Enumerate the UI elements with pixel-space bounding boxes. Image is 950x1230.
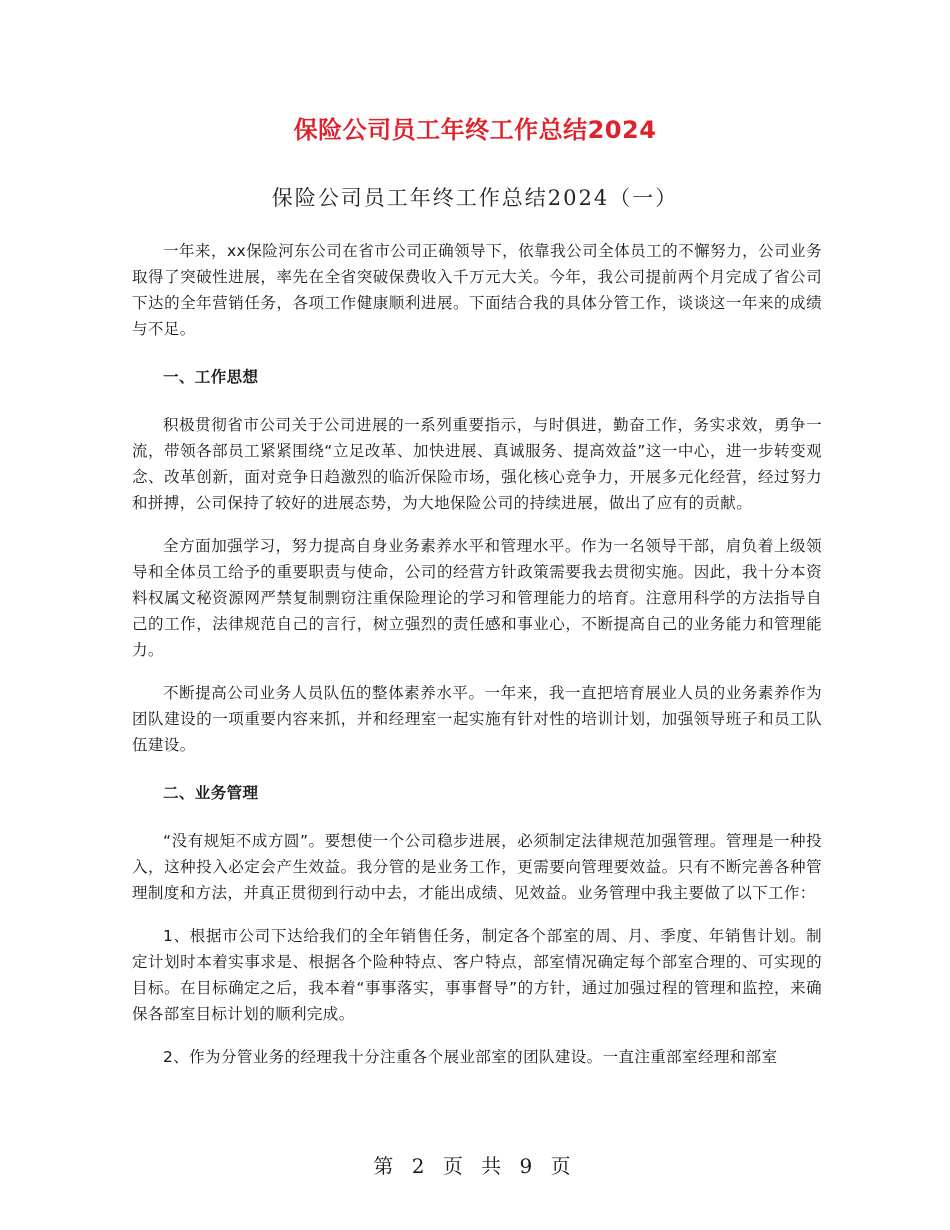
section-heading-business-management: 二、业务管理 [163, 784, 259, 802]
paragraph-implement-instructions: 积极贯彻省市公司关于公司进展的一系列重要指示，与时俱进，勤奋工作，务实求效，勇争一流，带领各部员工紧紧围绕“立足改革、加快进展、真诚服务、提高效益”这一中心，进一步转变观念、改革创新，面对竞争日趋激烈的临沂保险市场，强化核心竞争力，开展多元化经营，经过努力和拼搏，公司保持了较好的进展态势，为大地保险公司的持续进展，做出了应有的贡献。 [132, 416, 822, 512]
paragraph-rules: “没有规矩不成方圆”。要想使一个公司稳步进展，必须制定法律规范加强管理。管理是一种投入，这种投入必定会产生效益。我分管的是业务工作，更需要向管理要效益。只有不断完善各种管理制度和方法，并真正贯彻到行动中去，才能出成绩、见效益。业务管理中我主要做了以下工作： [132, 832, 822, 902]
section-heading-work-thought: 一、工作思想 [163, 368, 259, 386]
paragraph-item-1: 1、根据市公司下达给我们的全年销售任务，制定各个部室的周、月、季度、年销售计划。制定计划时本着实事求是、根据各个险种特点、客户特点，部室情况确定每个部室合理的、可实现的目标。在目标确定之后，我本着“事事落实，事事督导”的方针，通过加强过程的管理和监控，来确保各部室目标计划的顺利完成。 [132, 927, 822, 1023]
page-number-footer: 第 2 页 共 9 页 [373, 1154, 577, 1178]
document-subtitle: 保险公司员工年终工作总结2024（一） [271, 186, 679, 210]
document-body [132, 238, 822, 1087]
document-title: 保险公司员工年终工作总结2024 [293, 116, 657, 144]
paragraph-intro: 一年来，xx保险河东公司在省市公司正确领导下，依靠我公司全体员工的不懈努力，公司业务取得了突破性进展，率先在全省突破保费收入千万元大关。今年，我公司提前两个月完成了省公司下达的全年营销任务，各项工作健康顺利进展。下面结合我的具体分管工作，谈谈这一年来的成绩与不足。 [132, 242, 822, 338]
paragraph-team-quality: 不断提高公司业务人员队伍的整体素养水平。一年来，我一直把培育展业人员的业务素养作为团队建设的一项重要内容来抓，并和经理室一起实施有针对性的培训计划，加强领导班子和员工队伍建设。 [132, 684, 822, 754]
paragraph-study: 全方面加强学习，努力提高自身业务素养水平和管理水平。作为一名领导干部，肩负着上级领导和全体员工给予的重要职责与使命，公司的经营方针政策需要我去贯彻实施。因此，我十分本资料权属文秘资源网严禁复制剽窃注重保险理论的学习和管理能力的培育。注意用科学的方法指导自己的工作，法律规范自己的言行，树立强烈的责任感和事业心，不断提高自己的业务能力和管理能力。 [132, 537, 822, 659]
paragraph-item-2: 2、作为分管业务的经理我十分注重各个展业部室的团队建设。一直注重部室经理和部室 [163, 1048, 778, 1066]
